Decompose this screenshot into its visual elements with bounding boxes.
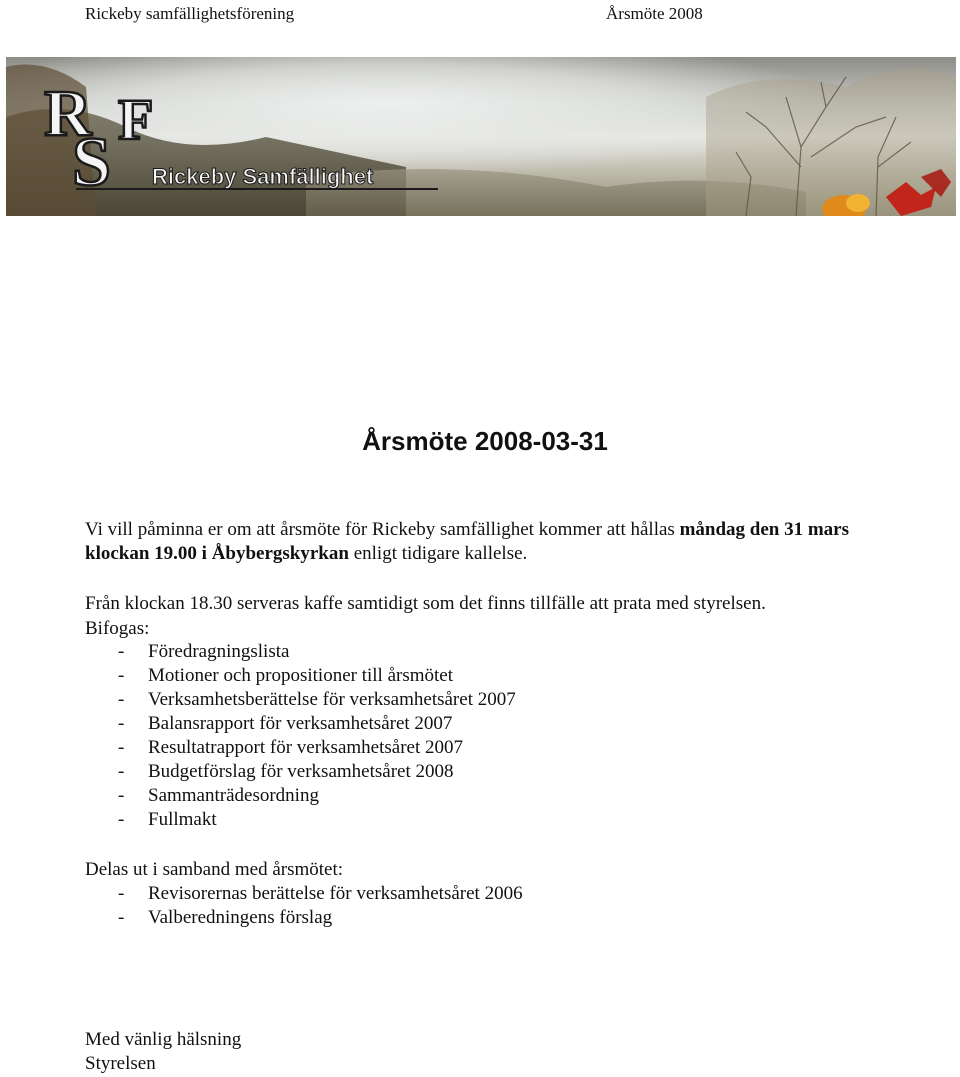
banner-landscape xyxy=(6,57,956,216)
meeting-time-place: måndag den 31 mars klockan 19.00 i Åbybergskyrkan xyxy=(85,519,849,564)
list-item: - Revisorernas berättelse för verksamhetsåret 2006 xyxy=(118,883,523,904)
header-organization: Rickeby samfällighetsförening xyxy=(85,4,295,23)
handout-label: Delas ut i samband med årsmötet: xyxy=(85,859,344,880)
list-item: - Balansrapport för verksamhetsåret 2007 xyxy=(118,713,453,734)
list-item: - Sammanträdesordning xyxy=(118,785,319,806)
intro-text-end: enligt tidigare kallelse. xyxy=(348,543,528,564)
list-item: - Resultatrapport för verksamhetsåret 2007 xyxy=(118,737,463,758)
logo-letter-f: F xyxy=(118,87,154,152)
signature: Styrelsen xyxy=(85,1053,156,1074)
attached-label: Bifogas: xyxy=(85,618,150,639)
list-item: - Budgetförslag för verksamhetsåret 2008 xyxy=(118,761,454,782)
logo-letter-s: S xyxy=(72,124,111,201)
handout-list xyxy=(118,882,523,930)
list-item: - Valberedningens förslag xyxy=(118,907,333,928)
intro-text: Vi vill påminna er om att årsmöte för Rickeby samfällighet kommer att hållas xyxy=(85,519,680,540)
header-document-title: Årsmöte 2008 xyxy=(606,4,703,23)
list-item: - Fullmakt xyxy=(118,809,217,830)
list-item: - Föredragningslista xyxy=(118,641,290,662)
logo-text: Rickeby Samfällighet xyxy=(152,164,374,189)
list-item: - Motioner och propositioner till årsmötet xyxy=(118,665,454,686)
attached-list xyxy=(118,640,516,832)
page-title: Årsmöte 2008-03-31 xyxy=(362,426,608,456)
closing-greeting: Med vänlig hälsning xyxy=(85,1029,242,1050)
coffee-paragraph: Från klockan 18.30 serveras kaffe samtidigt som det finns tillfälle att prata med styrelsen. xyxy=(85,593,766,614)
logo-letter-r: R xyxy=(44,77,92,150)
list-item: - Verksamhetsberättelse för verksamhetsåret 2007 xyxy=(118,689,516,710)
intro-paragraph xyxy=(85,518,885,566)
banner-image xyxy=(6,57,956,216)
